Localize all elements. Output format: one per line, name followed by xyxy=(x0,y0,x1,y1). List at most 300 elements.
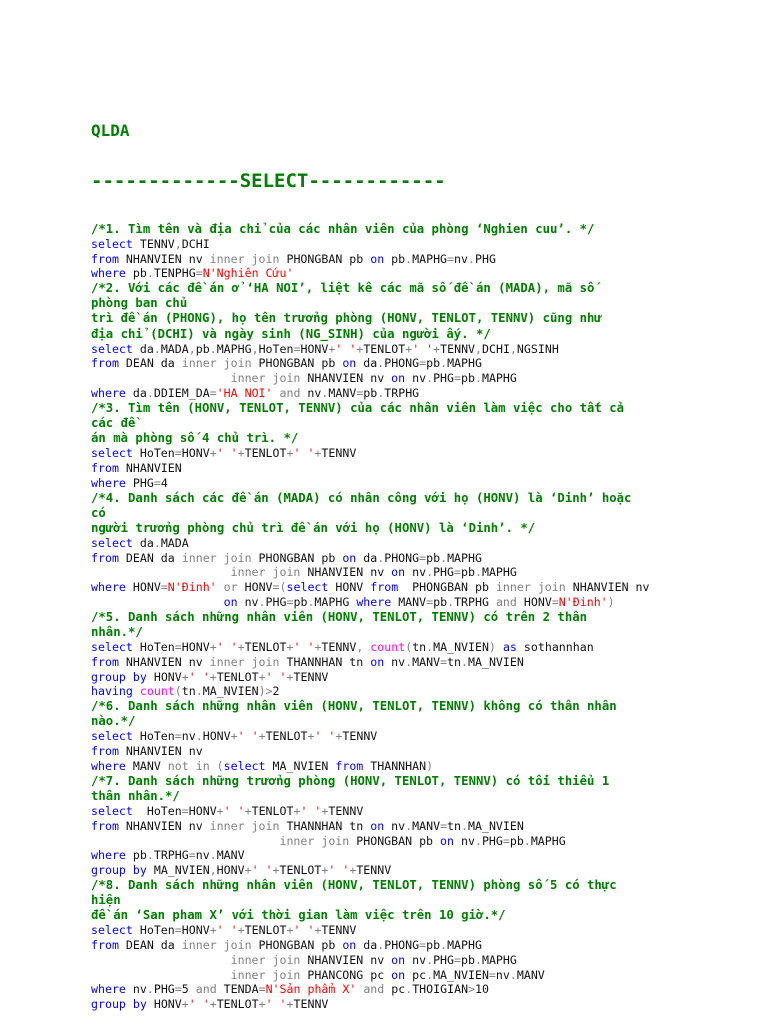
sql-string: N'Sản phẩm X' xyxy=(265,982,357,997)
sql-text: HoTen xyxy=(132,803,182,818)
sql-function: count xyxy=(139,684,175,699)
sql-text: MAPHG xyxy=(447,550,482,565)
sql-text: PHONG xyxy=(384,356,420,371)
sql-operator: . xyxy=(426,967,434,982)
sql-text: PHG xyxy=(433,565,455,580)
sql-line xyxy=(91,551,741,566)
sql-text: nv xyxy=(300,386,322,401)
sql-text: MANV xyxy=(412,818,441,833)
sql-operator: + xyxy=(328,341,336,356)
sql-text: HONV xyxy=(181,639,210,654)
sql-text: HoTen xyxy=(132,639,175,654)
query-comment-line: trì đề án (PHONG), họ tên trưởng phòng (HONV, TENLOT, TENNV) cũng như xyxy=(91,311,602,326)
sql-text: TENLOT xyxy=(216,669,259,684)
sql-operator: = xyxy=(153,475,161,490)
sql-text: nv xyxy=(181,729,196,744)
sql-text: NHANVIEN xyxy=(118,460,182,475)
sql-operator: + xyxy=(286,446,294,461)
document-title: QLDA xyxy=(91,120,130,140)
sql-operator: . xyxy=(321,386,329,401)
sql-text: TENNV xyxy=(321,446,357,461)
sql-operator: . xyxy=(426,371,434,386)
sql-text: TENNV xyxy=(440,341,476,356)
query-comment-line: /*6. Danh sách những nhân viên (HONV, TENLOT, TENNV) không có thân nhân xyxy=(91,699,617,714)
sql-string: ' ' xyxy=(251,863,273,878)
sql-text: nv xyxy=(454,833,475,848)
sql-operator: , xyxy=(475,341,483,356)
sql-keyword: having xyxy=(91,684,133,699)
sql-operator: . xyxy=(405,982,413,997)
sql-line xyxy=(91,684,741,699)
sql-text: MANV xyxy=(125,758,168,773)
sql-string: N'Đinh' xyxy=(558,594,608,609)
sql-keyword: as xyxy=(502,639,517,654)
sql-operator: + xyxy=(335,729,343,744)
sql-keyword: where xyxy=(91,266,126,281)
sql-operator: . xyxy=(377,356,385,371)
sql-operator: . xyxy=(426,639,434,654)
sql-text: PHG xyxy=(125,475,154,490)
query-comment-line: người trưởng phòng chủ trì đề án với họ (HONV) là ‘Dinh’. */ xyxy=(91,520,536,535)
sql-text: DCHI xyxy=(482,341,510,356)
sql-string: N'Nghiên Cứu' xyxy=(202,266,294,281)
sql-text: MANV xyxy=(516,967,545,982)
sql-string: ' ' xyxy=(314,729,336,744)
sql-operator: . xyxy=(153,535,161,550)
sql-keyword: from xyxy=(91,937,119,952)
sql-text xyxy=(273,386,280,400)
sql-text: TENNV xyxy=(342,729,378,744)
sql-keyword: on xyxy=(370,818,385,833)
sql-text: HONV xyxy=(216,863,245,878)
sql-text: pb xyxy=(509,833,524,848)
sql-operator: . xyxy=(509,967,517,982)
sql-operator: , xyxy=(509,341,517,356)
sql-operator: + xyxy=(258,729,266,744)
sql-keyword: where xyxy=(91,848,126,863)
sql-text: pb xyxy=(293,594,308,609)
sql-operator: = xyxy=(258,982,266,997)
sql-text: nv xyxy=(384,654,406,669)
sql-operator: + xyxy=(293,803,301,818)
sql-keyword: by xyxy=(132,997,147,1012)
sql-string: ' ' xyxy=(293,639,315,654)
sql-line xyxy=(91,848,741,863)
sql-text: da xyxy=(125,386,147,401)
sql-keyword: from xyxy=(91,251,119,266)
query-block xyxy=(91,878,741,1012)
query-comment-line: /*3. Tìm tên (HONV, TENLOT, TENNV) của các nhân viên làm việc cho tất cả xyxy=(91,400,625,415)
sql-operator: . xyxy=(209,848,217,863)
sql-text: PHG xyxy=(481,833,503,848)
query-comment-line: hiện xyxy=(91,892,121,907)
sql-line xyxy=(91,342,741,357)
sql-text: PHONGBAN pb xyxy=(349,833,441,848)
sql-operator: . xyxy=(461,818,468,833)
sql-string: ' ' xyxy=(293,923,315,938)
sql-operator: =( xyxy=(272,580,287,595)
sql-keyword: from xyxy=(91,818,119,833)
sql-text: NHANVIEN nv xyxy=(300,371,392,386)
sql-text: TRPHG xyxy=(153,848,189,863)
sql-text: HONV xyxy=(237,580,273,595)
sql-operator: + xyxy=(349,863,357,878)
sql-text xyxy=(91,834,279,848)
query-comment-line: /*1. Tìm tên và địa chỉ của các nhân viên của phòng ‘Nghien cuu’. */ xyxy=(91,221,595,236)
sql-operator: + xyxy=(433,341,441,356)
sql-operator: + xyxy=(209,669,217,684)
sql-text: MADA xyxy=(160,535,189,550)
sql-operator: . xyxy=(474,833,482,848)
sql-line xyxy=(91,237,741,252)
sql-text: pb xyxy=(384,251,406,266)
sql-line xyxy=(91,670,741,685)
sql-string: ' ' xyxy=(300,803,322,818)
sql-text xyxy=(496,640,503,654)
sql-string: 'HA NOI' xyxy=(216,386,273,401)
sql-keyword: on xyxy=(342,550,357,565)
sql-keyword: on xyxy=(391,952,406,967)
sql-keyword: where xyxy=(91,386,126,401)
sql-keyword: from xyxy=(335,758,364,773)
sql-operator: + xyxy=(272,863,280,878)
sql-line xyxy=(91,356,741,371)
sql-keyword: where xyxy=(356,594,392,609)
sql-text: sothannhan xyxy=(516,639,594,654)
sql-operator: and xyxy=(363,982,385,997)
sql-keyword: select xyxy=(91,803,133,818)
sql-operator: , xyxy=(188,341,196,356)
sql-operator: . xyxy=(440,356,448,371)
sql-operator: . xyxy=(209,341,217,356)
sql-operator: . xyxy=(523,833,531,848)
sql-operator: and xyxy=(495,594,517,609)
sql-operator: + xyxy=(244,803,252,818)
sql-text: TENLOT xyxy=(244,923,287,938)
sql-operator: inner join xyxy=(230,371,301,386)
sql-text: HONV xyxy=(300,341,329,356)
sql-text: MAPHG xyxy=(447,356,482,371)
sql-text: PHONGBAN pb xyxy=(251,550,343,565)
sql-operator: ) xyxy=(426,758,434,773)
sql-text: MADA xyxy=(160,341,189,356)
sql-operator: = xyxy=(174,639,182,654)
sql-text: pc xyxy=(384,982,406,997)
sql-text: PHONGBAN pb xyxy=(251,356,343,371)
sql-line xyxy=(91,476,741,491)
sql-text xyxy=(133,684,140,698)
sql-operator: . xyxy=(440,550,448,565)
sql-text: 5 xyxy=(181,982,196,997)
sql-text: pb xyxy=(433,594,448,609)
sql-text: da xyxy=(132,341,154,356)
sql-text: MA_NVIEN xyxy=(468,818,524,833)
sql-text: THOIGIAN xyxy=(412,982,469,997)
sql-operator: + xyxy=(209,997,217,1012)
sql-operator: . xyxy=(377,386,385,401)
sql-keyword: select xyxy=(91,639,133,654)
sql-operator: . xyxy=(258,594,266,609)
sql-text: THANNHAN xyxy=(363,758,427,773)
sql-operator: = xyxy=(356,386,364,401)
sql-keyword: select xyxy=(91,729,133,744)
sql-line xyxy=(91,923,741,938)
sql-text: NHANVIEN nv xyxy=(565,580,650,595)
sql-text: PHONG xyxy=(384,937,420,952)
sql-operator: inner join xyxy=(209,654,280,669)
sql-text: NHANVIEN nv xyxy=(118,818,210,833)
sql-text: da xyxy=(356,356,378,371)
sql-text: 2 xyxy=(272,684,280,699)
sql-text: tn xyxy=(412,639,427,654)
sql-text: HONV xyxy=(328,580,371,595)
sql-operator: + xyxy=(314,923,322,938)
sql-text xyxy=(91,953,231,967)
sql-keyword: by xyxy=(132,669,147,684)
sql-text: da xyxy=(356,550,378,565)
sql-operator: . xyxy=(405,251,413,266)
sql-keyword: select xyxy=(91,446,133,461)
sql-text: pb xyxy=(125,848,147,863)
sql-string: ' ' xyxy=(188,997,210,1012)
sql-operator: = xyxy=(419,937,427,952)
sql-operator: . xyxy=(377,550,385,565)
sql-operator: + xyxy=(237,639,245,654)
sql-text: HONV xyxy=(146,669,182,684)
sql-keyword: on xyxy=(391,371,406,386)
query-block xyxy=(91,401,741,491)
sql-text: NGSINH xyxy=(516,341,559,356)
sql-operator: + xyxy=(314,639,322,654)
sql-keyword: where xyxy=(91,758,126,773)
sql-operator: = xyxy=(181,803,189,818)
sql-text: pb xyxy=(426,937,441,952)
sql-operator: = xyxy=(174,982,182,997)
sql-string: N'Đinh' xyxy=(167,580,217,595)
sql-line xyxy=(91,834,741,849)
sql-text: MAPHG xyxy=(481,952,517,967)
sql-operator: . xyxy=(146,386,154,401)
sql-text: NHANVIEN nv xyxy=(300,952,392,967)
sql-text: MA_NVIEN xyxy=(146,863,210,878)
sql-operator: . xyxy=(474,565,482,580)
sql-operator: + xyxy=(209,446,217,461)
sql-operator: = xyxy=(419,550,427,565)
sql-operator: + xyxy=(181,669,189,684)
sql-keyword: select xyxy=(91,535,133,550)
query-block xyxy=(91,610,741,699)
sql-operator: = xyxy=(454,565,462,580)
sql-text: PHONGBAN pb xyxy=(251,937,343,952)
sql-line xyxy=(91,759,741,774)
sql-keyword: select xyxy=(91,341,133,356)
query-list xyxy=(91,222,741,1012)
sql-text xyxy=(91,565,231,579)
sql-text: PHG xyxy=(153,982,175,997)
sql-text: TENLOT xyxy=(279,863,322,878)
sql-line xyxy=(91,446,741,461)
sql-text xyxy=(126,997,133,1011)
sql-operator: + xyxy=(286,669,294,684)
sql-keyword: from xyxy=(91,460,119,475)
sql-text: HONV xyxy=(146,997,182,1012)
sql-operator: , xyxy=(251,341,259,356)
sql-function: count xyxy=(370,639,406,654)
sql-text: NHANVIEN nv xyxy=(118,744,203,759)
section-heading: -------------SELECT------------ xyxy=(91,170,446,193)
sql-operator: . xyxy=(146,982,154,997)
sql-operator: ( xyxy=(216,758,224,773)
sql-text: TENPHG xyxy=(153,266,196,281)
sql-text: PHONGBAN pb xyxy=(398,580,496,595)
sql-line xyxy=(91,968,741,983)
sql-text: MAPHG xyxy=(216,341,252,356)
sql-text: nv xyxy=(384,818,406,833)
sql-line xyxy=(91,595,741,610)
sql-line xyxy=(91,386,741,401)
sql-line xyxy=(91,729,741,744)
sql-text: TRPHG xyxy=(454,594,496,609)
sql-operator: + xyxy=(209,923,217,938)
sql-text: pb xyxy=(426,550,441,565)
sql-keyword: select xyxy=(91,236,133,251)
sql-text: tn xyxy=(447,818,462,833)
sql-string: ' ' xyxy=(335,341,357,356)
sql-text: DDIEM_DA xyxy=(153,386,210,401)
query-comment-line: /*4. Danh sách các đề án (MADA) có nhân công với họ (HONV) là ‘Dinh’ hoặc xyxy=(91,490,632,505)
sql-operator: + xyxy=(314,446,322,461)
sql-operator: . xyxy=(440,937,448,952)
sql-operator: + xyxy=(321,863,329,878)
sql-operator: inner join xyxy=(230,565,301,580)
sql-operator: . xyxy=(447,594,455,609)
query-comment-line: /*2. Với các đề án ở ‘HA NOI’, liệt kê các mã số đề án (MADA), mã số xyxy=(91,281,595,296)
sql-keyword: from xyxy=(91,550,119,565)
sql-operator: + xyxy=(286,923,294,938)
query-comment-line: phòng ban chủ xyxy=(91,296,188,311)
sql-text: TENLOT xyxy=(265,729,308,744)
sql-operator: ) xyxy=(488,639,496,654)
sql-keyword: on xyxy=(223,594,238,609)
sql-keyword: where xyxy=(91,982,126,997)
sql-operator: + xyxy=(321,803,329,818)
sql-text: DEAN da xyxy=(118,550,182,565)
sql-text: NHANVIEN nv xyxy=(300,565,392,580)
sql-text: DCHI xyxy=(181,236,210,251)
sql-text: HONV xyxy=(181,446,210,461)
sql-text: da xyxy=(132,535,154,550)
sql-string: ' ' xyxy=(328,863,350,878)
sql-text: MANV xyxy=(216,848,245,863)
sql-string: ' ' xyxy=(237,729,259,744)
sql-text: MAPHG xyxy=(314,594,357,609)
query-comment-line: các đề xyxy=(91,415,136,430)
sql-text: MAPHG xyxy=(447,937,482,952)
sql-text: HONV xyxy=(516,594,552,609)
sql-text: TENNV xyxy=(132,236,175,251)
sql-text: HONV xyxy=(202,729,231,744)
sql-operator: = xyxy=(195,266,203,281)
sql-keyword: on xyxy=(342,356,357,371)
sql-text xyxy=(217,580,224,594)
sql-operator: = xyxy=(426,594,434,609)
sql-operator: , xyxy=(174,236,182,251)
sql-text: MAPHG xyxy=(412,251,448,266)
sql-operator: . xyxy=(153,341,161,356)
query-comment-line: /*5. Danh sách những nhân viên (HONV, TENLOT, TENNV) có trên 2 thân xyxy=(91,609,588,624)
sql-operator: = xyxy=(551,594,559,609)
sql-text: nv xyxy=(237,594,259,609)
sql-text: TENLOT xyxy=(363,341,406,356)
sql-text: MANV xyxy=(412,654,441,669)
sql-operator: + xyxy=(286,997,294,1012)
sql-line xyxy=(91,565,741,580)
sql-text: pb xyxy=(363,386,378,401)
sql-text: pb xyxy=(461,952,475,967)
sql-operator: + xyxy=(286,639,294,654)
sql-operator: . xyxy=(474,371,482,386)
sql-keyword: from xyxy=(91,356,119,371)
sql-text: HoTen xyxy=(132,729,175,744)
sql-operator: . xyxy=(307,594,315,609)
sql-keyword: from xyxy=(91,654,119,669)
sql-line xyxy=(91,252,741,267)
sql-operator: not in xyxy=(167,758,210,773)
sql-keyword: group xyxy=(91,863,126,878)
sql-text: pc xyxy=(405,967,427,982)
sql-text: pb xyxy=(461,371,475,386)
sql-text: pb xyxy=(125,266,147,281)
sql-text xyxy=(91,968,231,982)
sql-string: ' ' xyxy=(223,803,245,818)
sql-text: TENNV xyxy=(321,923,357,938)
sql-operator: . xyxy=(461,654,468,669)
query-comment-line: đề án ‘San pham X’ với thời gian làm việc trên 10 giờ.*/ xyxy=(91,908,506,923)
sql-text: NHANVIEN nv xyxy=(118,654,210,669)
sql-text xyxy=(126,670,133,684)
sql-text: pb xyxy=(195,341,210,356)
query-comment-line: địa chỉ (DCHI) và ngày sinh (NG_SINH) của người ấy. */ xyxy=(91,326,491,341)
sql-text: HoTen xyxy=(132,446,175,461)
sql-text: tn xyxy=(447,654,462,669)
sql-operator: or xyxy=(223,580,238,595)
sql-text: PHG xyxy=(433,371,455,386)
sql-text: TRPHG xyxy=(384,386,420,401)
sql-text: MA_NVIEN xyxy=(433,639,489,654)
sql-text: nv xyxy=(405,565,427,580)
sql-text xyxy=(91,595,224,609)
sql-line xyxy=(91,938,741,953)
sql-keyword: where xyxy=(91,475,126,490)
sql-operator: inner join xyxy=(181,550,252,565)
sql-operator: = xyxy=(447,251,455,266)
query-block xyxy=(91,222,741,281)
sql-text: MA_NVIEN xyxy=(468,654,524,669)
sql-text: MA_NVIEN xyxy=(202,684,259,699)
sql-operator: + xyxy=(181,997,189,1012)
sql-operator: + xyxy=(209,639,217,654)
query-comment-line: án mà phòng số 4 chủ trì. */ xyxy=(91,431,299,446)
sql-string: ' ' xyxy=(216,923,238,938)
sql-text: THANNHAN tn xyxy=(279,818,371,833)
sql-line xyxy=(91,744,741,759)
sql-operator: + xyxy=(237,446,245,461)
sql-keyword: on xyxy=(440,833,454,848)
sql-line xyxy=(91,863,741,878)
sql-operator: = xyxy=(160,580,168,595)
sql-operator: inner join xyxy=(209,251,280,266)
sql-text: PHONGBAN pb xyxy=(279,251,371,266)
